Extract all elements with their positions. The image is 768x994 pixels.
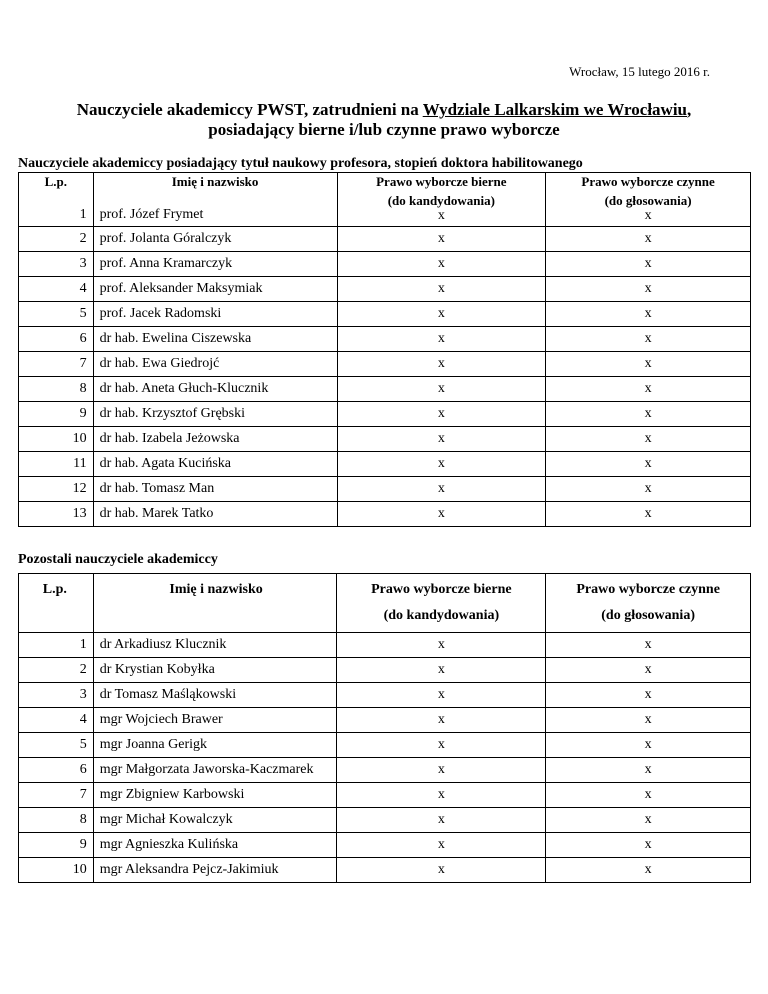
passive-right-mark: x bbox=[337, 401, 546, 426]
person-name: dr hab. Marek Tatko bbox=[93, 501, 337, 526]
title-faculty: Wydziale Lalkarskim we Wrocławiu bbox=[422, 100, 687, 119]
table-row bbox=[19, 476, 751, 501]
table-row bbox=[19, 808, 751, 833]
passive-right-mark: x bbox=[337, 451, 546, 476]
row-number: 6 bbox=[19, 758, 94, 783]
row-number: 4 bbox=[19, 708, 94, 733]
table-row bbox=[19, 658, 751, 683]
passive-right-mark: x bbox=[337, 808, 546, 833]
passive-right-mark: x bbox=[337, 476, 546, 501]
table-row bbox=[19, 708, 751, 733]
row-number: 5 bbox=[19, 733, 94, 758]
active-right-mark: x bbox=[546, 633, 751, 658]
row-number: 8 bbox=[19, 808, 94, 833]
col-passive-subtitle: (do kandydowania) bbox=[387, 192, 495, 208]
person-name: mgr Zbigniew Karbowski bbox=[93, 783, 337, 808]
row-number: 9 bbox=[19, 401, 94, 426]
passive-right-mark: x bbox=[337, 658, 546, 683]
active-right-mark: x bbox=[546, 858, 751, 883]
row-number: 6 bbox=[19, 326, 94, 351]
passive-right-mark: x bbox=[337, 501, 546, 526]
row-number: 2 bbox=[19, 226, 94, 251]
row-number: 13 bbox=[19, 501, 94, 526]
table-row bbox=[19, 301, 751, 326]
row-number: 1 bbox=[19, 194, 94, 227]
table-row bbox=[19, 783, 751, 808]
table-row bbox=[19, 426, 751, 451]
passive-right-mark: x bbox=[337, 833, 546, 858]
table-row bbox=[19, 226, 751, 251]
person-name: dr hab. Aneta Głuch-Klucznik bbox=[93, 376, 337, 401]
passive-right-mark: x bbox=[337, 326, 546, 351]
other-staff-table bbox=[18, 573, 751, 883]
col-lp-header: L.p. bbox=[19, 173, 94, 194]
row-number: 10 bbox=[19, 858, 94, 883]
table-row bbox=[19, 251, 751, 276]
person-name: mgr Joanna Gerigk bbox=[93, 733, 337, 758]
passive-right-mark: x bbox=[337, 226, 546, 251]
active-right-mark: x bbox=[546, 833, 751, 858]
active-right-mark: x bbox=[546, 476, 751, 501]
active-right-mark: x bbox=[546, 733, 751, 758]
person-name: prof. Aleksander Maksymiak bbox=[93, 276, 337, 301]
active-right-mark: x bbox=[546, 758, 751, 783]
person-name: dr Tomasz Maśląkowski bbox=[93, 683, 337, 708]
passive-right-mark: x bbox=[337, 708, 546, 733]
active-right-mark: x bbox=[644, 207, 652, 223]
table-row bbox=[19, 858, 751, 883]
active-right-mark: x bbox=[546, 276, 751, 301]
row-number: 9 bbox=[19, 833, 94, 858]
active-right-mark: x bbox=[546, 658, 751, 683]
passive-right-mark: x bbox=[337, 683, 546, 708]
col-passive-header bbox=[337, 173, 546, 194]
col-active-subtitle: (do głosowania) bbox=[604, 192, 692, 208]
other-staff-table-body bbox=[19, 633, 751, 883]
row-number: 2 bbox=[19, 658, 94, 683]
person-name: mgr Małgorzata Jaworska-Kaczmarek bbox=[93, 758, 337, 783]
col-active-header bbox=[546, 173, 751, 194]
row-number: 12 bbox=[19, 476, 94, 501]
person-name: mgr Michał Kowalczyk bbox=[93, 808, 337, 833]
person-name: dr Krystian Kobyłka bbox=[93, 658, 337, 683]
person-name: prof. Jacek Radomski bbox=[93, 301, 337, 326]
person-name: dr hab. Agata Kucińska bbox=[93, 451, 337, 476]
person-name: prof. Jolanta Góralczyk bbox=[93, 226, 337, 251]
table-row bbox=[19, 833, 751, 858]
row-number: 7 bbox=[19, 351, 94, 376]
person-name: mgr Wojciech Brawer bbox=[93, 708, 337, 733]
active-right-mark: x bbox=[546, 708, 751, 733]
person-name: dr hab. Izabela Jeżowska bbox=[93, 426, 337, 451]
person-name: mgr Aleksandra Pejcz-Jakimiuk bbox=[93, 858, 337, 883]
passive-right-mark: x bbox=[337, 351, 546, 376]
person-name: dr hab. Ewelina Ciszewska bbox=[93, 326, 337, 351]
col-active-title: Prawo wyborcze czynne bbox=[576, 582, 720, 597]
col-active-title: Prawo wyborcze czynne bbox=[581, 174, 715, 189]
passive-right-mark: x bbox=[337, 633, 546, 658]
passive-right-mark: x bbox=[337, 376, 546, 401]
professors-table bbox=[18, 172, 751, 527]
active-right-mark: x bbox=[546, 351, 751, 376]
col-passive-header bbox=[337, 574, 546, 633]
col-name-header: Imię i nazwisko bbox=[93, 173, 337, 194]
passive-right-mark: x bbox=[337, 251, 546, 276]
table-row bbox=[19, 501, 751, 526]
col-passive-title: Prawo wyborcze bierne bbox=[376, 174, 507, 189]
table-row bbox=[19, 194, 751, 227]
active-right-mark: x bbox=[546, 683, 751, 708]
person-name: mgr Agnieszka Kulińska bbox=[93, 833, 337, 858]
title-suffix: , bbox=[687, 100, 692, 119]
person-name: dr Arkadiusz Klucznik bbox=[93, 633, 337, 658]
person-name: prof. Anna Kramarczyk bbox=[93, 251, 337, 276]
document-title bbox=[0, 100, 768, 140]
active-right-mark: x bbox=[546, 326, 751, 351]
passive-right-mark: x bbox=[337, 426, 546, 451]
active-right-mark: x bbox=[546, 426, 751, 451]
active-right-mark: x bbox=[546, 251, 751, 276]
person-name: dr hab. Ewa Giedrojć bbox=[93, 351, 337, 376]
passive-right-mark: x bbox=[337, 301, 546, 326]
col-name-header: Imię i nazwisko bbox=[93, 574, 337, 633]
professors-table-body bbox=[19, 194, 751, 527]
table-row bbox=[19, 733, 751, 758]
col-lp-header: L.p. bbox=[19, 574, 94, 633]
col-active-subtitle: (do głosowania) bbox=[601, 608, 695, 623]
table-row bbox=[19, 633, 751, 658]
active-right-mark: x bbox=[546, 501, 751, 526]
active-right-mark: x bbox=[546, 376, 751, 401]
passive-right-mark: x bbox=[337, 783, 546, 808]
table-header-row bbox=[19, 173, 751, 194]
section-1-heading: Nauczyciele akademiccy posiadający tytuł naukowy profesora, stopień doktora habilitowanego bbox=[18, 156, 583, 171]
passive-right-mark: x bbox=[437, 207, 445, 223]
active-right-mark: x bbox=[546, 226, 751, 251]
title-line-1 bbox=[0, 100, 768, 120]
section-2-heading: Pozostali nauczyciele akademiccy bbox=[18, 552, 218, 567]
title-line-2: posiadający bierne i/lub czynne prawo wyborcze bbox=[208, 120, 560, 139]
document-date: Wrocław, 15 lutego 2016 r. bbox=[569, 64, 710, 79]
passive-right-cell bbox=[337, 194, 546, 227]
title-prefix: Nauczyciele akademiccy PWST, zatrudnieni na bbox=[76, 100, 423, 119]
passive-right-mark: x bbox=[337, 276, 546, 301]
active-right-mark: x bbox=[546, 451, 751, 476]
col-passive-subtitle: (do kandydowania) bbox=[383, 608, 500, 623]
row-number: 8 bbox=[19, 376, 94, 401]
table-row bbox=[19, 351, 751, 376]
passive-right-mark: x bbox=[337, 758, 546, 783]
active-right-mark: x bbox=[546, 301, 751, 326]
row-number: 1 bbox=[19, 633, 94, 658]
row-number: 11 bbox=[19, 451, 94, 476]
row-number: 3 bbox=[19, 683, 94, 708]
table-row bbox=[19, 401, 751, 426]
table-row bbox=[19, 758, 751, 783]
table-row bbox=[19, 451, 751, 476]
active-right-mark: x bbox=[546, 401, 751, 426]
row-number: 5 bbox=[19, 301, 94, 326]
row-number: 7 bbox=[19, 783, 94, 808]
active-right-mark: x bbox=[546, 808, 751, 833]
row-number: 10 bbox=[19, 426, 94, 451]
person-name: dr hab. Krzysztof Grębski bbox=[93, 401, 337, 426]
row-number: 3 bbox=[19, 251, 94, 276]
table-row bbox=[19, 376, 751, 401]
active-right-mark: x bbox=[546, 783, 751, 808]
table-row bbox=[19, 326, 751, 351]
table-row bbox=[19, 276, 751, 301]
person-name: prof. Józef Frymet bbox=[93, 194, 337, 227]
table-header-row bbox=[19, 574, 751, 633]
table-row bbox=[19, 683, 751, 708]
active-right-cell bbox=[546, 194, 751, 227]
passive-right-mark: x bbox=[337, 733, 546, 758]
person-name: dr hab. Tomasz Man bbox=[93, 476, 337, 501]
col-active-header bbox=[546, 574, 751, 633]
passive-right-mark: x bbox=[337, 858, 546, 883]
row-number: 4 bbox=[19, 276, 94, 301]
col-passive-title: Prawo wyborcze bierne bbox=[371, 582, 512, 597]
